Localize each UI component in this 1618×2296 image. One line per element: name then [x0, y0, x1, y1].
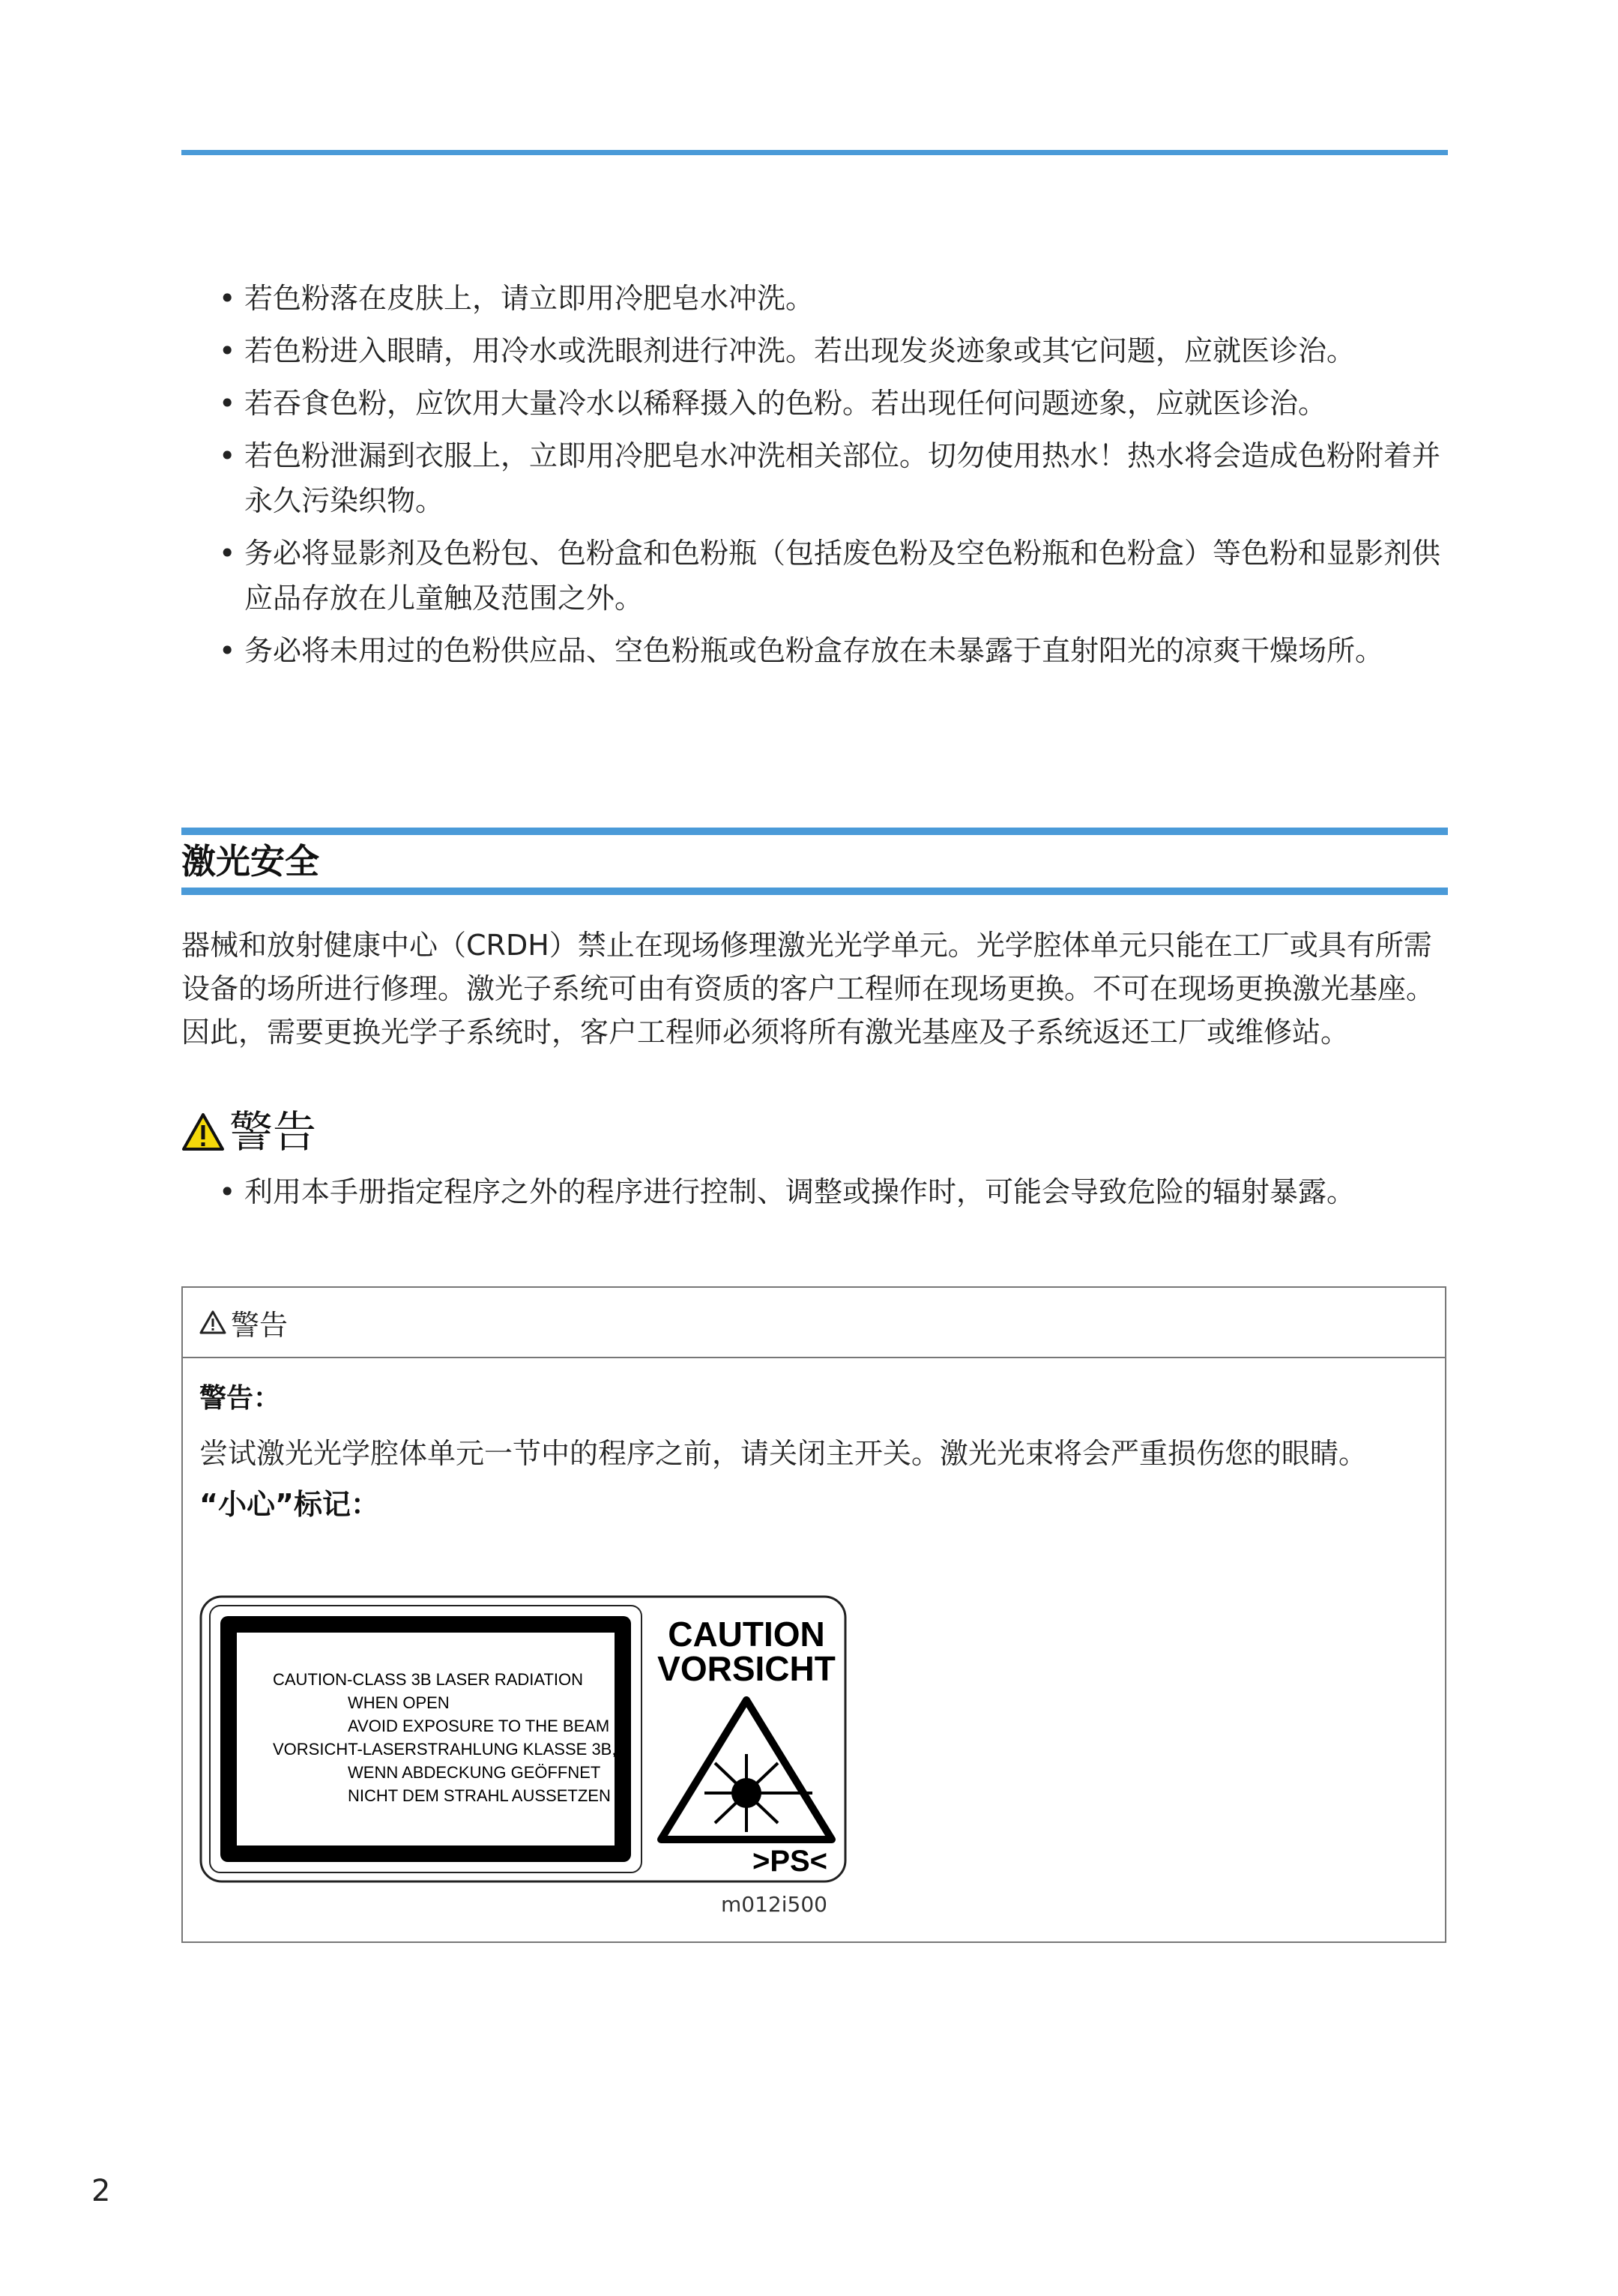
warning-outline-icon	[199, 1310, 226, 1334]
image-id: m012i500	[721, 1892, 827, 1917]
page-number: 2	[91, 2174, 111, 2208]
ps-mark: >PS<	[752, 1845, 828, 1878]
label-line: WENN ABDECKUNG GEÖFFNET	[348, 1763, 601, 1782]
warning-heading	[181, 1103, 316, 1160]
label-line: WHEN OPEN	[348, 1693, 450, 1712]
label-line: AVOID EXPOSURE TO THE BEAM	[348, 1717, 610, 1735]
list-item: • 若色粉进入眼睛，用冷水或洗眼剂进行冲洗。若出现发炎迹象或其它问题，应就医诊治。	[219, 334, 1356, 367]
warning-list	[181, 1169, 1448, 1222]
list-item: • 若色粉泄漏到衣服上，立即用冷肥皂水冲洗相关部位。切勿使用热水！热水将会造成色粉附着并永久污染织物。	[219, 439, 1441, 517]
list-item: • 若吞食色粉，应饮用大量冷水以稀释摄入的色粉。若出现任何问题迹象，应就医诊治。	[219, 387, 1327, 420]
laser-safety-paragraph: 器械和放射健康中心（CRDH）禁止在现场修理激光光学单元。光学腔体单元只能在工厂或具有所需设备的场所进行修理。激光子系统可由有资质的客户工程师在现场更换。不可在现场更换激光基座。因此，需要更换光学子系统时，客户工程师必须将所有激光基座及子系统返还工厂或维修站。	[181, 929, 1435, 1049]
list-item: • 若色粉落在皮肤上，请立即用冷肥皂水冲洗。	[219, 282, 815, 315]
warning-triangle-icon	[181, 1112, 225, 1151]
caution-mark-label: “小心”标记：	[199, 1488, 379, 1521]
laser-caution-label-image	[198, 1594, 848, 1884]
section-title: 激光安全	[181, 841, 319, 882]
list-item: • 务必将未用过的色粉供应品、空色粉瓶或色粉盒存放在未暴露于直射阳光的凉爽干燥场所。	[219, 634, 1384, 667]
label-line: NICHT DEM STRAHL AUSSETZEN	[348, 1786, 611, 1805]
warning-box-header	[183, 1288, 1445, 1358]
warning-box-title: 警告	[231, 1308, 289, 1342]
vorsicht-word: VORSICHT	[657, 1649, 836, 1688]
label-line: VORSICHT-LASERSTRAHLUNG KLASSE 3B,	[273, 1740, 617, 1759]
section-rule-top	[181, 828, 1448, 835]
warning-text: 尝试激光光学腔体单元一节中的程序之前，请关闭主开关。激光光束将会严重损伤您的眼睛。	[199, 1437, 1368, 1470]
label-line: CAUTION-CLASS 3B LASER RADIATION	[273, 1670, 584, 1689]
caution-word: CAUTION	[668, 1615, 825, 1654]
list-item: • 务必将显影剂及色粉包、色粉盒和色粉瓶（包括废色粉及空色粉瓶和色粉盒）等色粉和显影剂供应品存放在儿童触及范围之外。	[219, 537, 1441, 615]
section-heading	[181, 828, 1448, 895]
section-rule-bottom	[181, 888, 1448, 895]
warning-box	[181, 1286, 1446, 1943]
toner-safety-list	[181, 276, 1448, 681]
header-rule	[181, 150, 1448, 155]
warning-label: 警告：	[199, 1383, 281, 1414]
list-item: • 利用本手册指定程序之外的程序进行控制、调整或操作时，可能会导致危险的辐射暴露。	[219, 1175, 1356, 1208]
warning-heading-text: 警告	[229, 1106, 317, 1157]
